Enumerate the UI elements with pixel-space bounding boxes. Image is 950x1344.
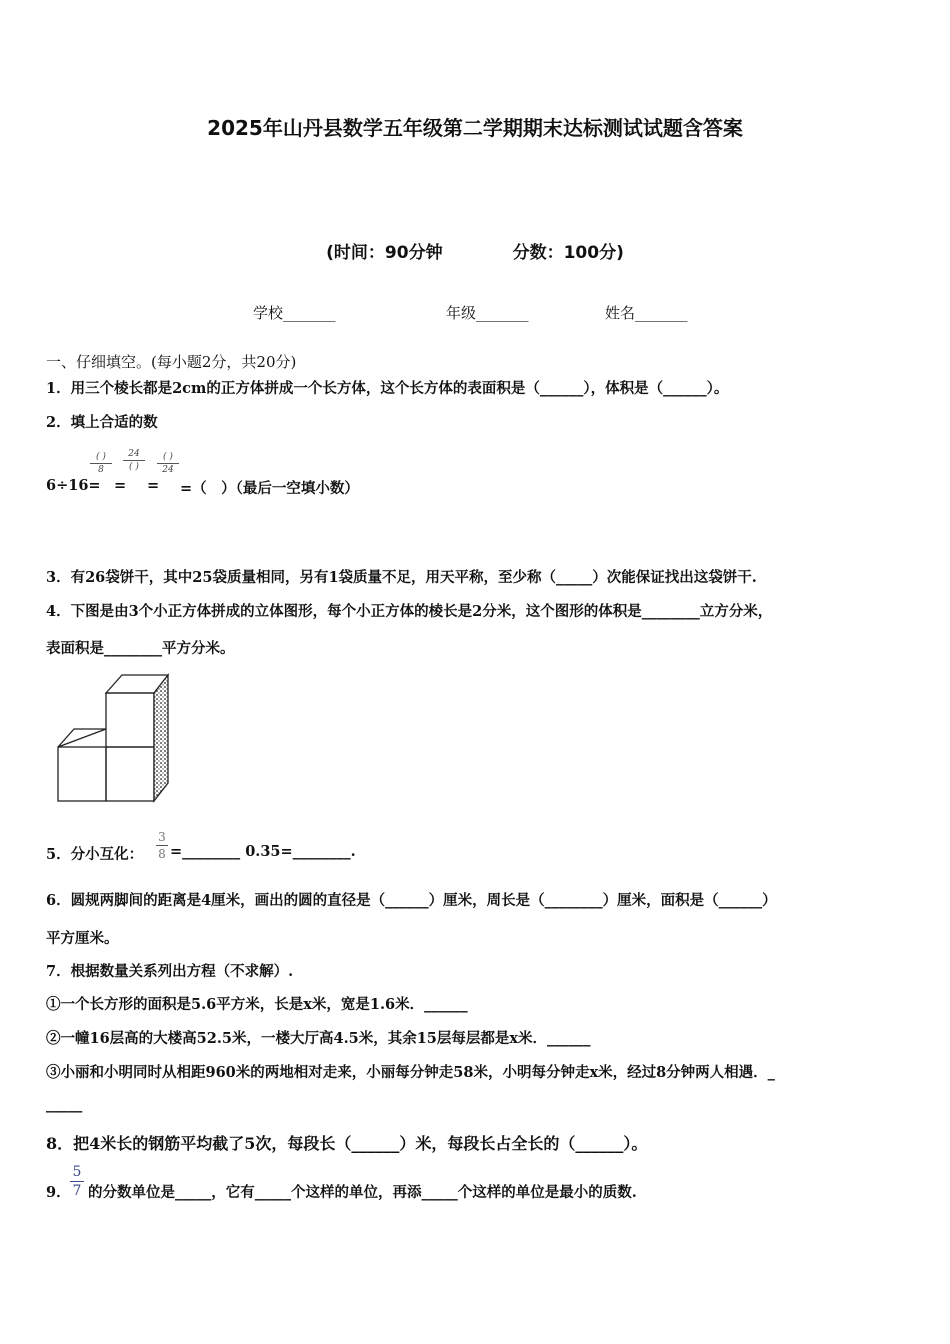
cubes-figure [52, 670, 177, 808]
question-8: 8．把4米长的钢筋平均截了5次，每段长（______）米，每段长占全长的（______）。 [46, 1134, 648, 1153]
question-4-line-1: 4．下图是由3个小正方体拼成的立体图形，每个小正方体的棱长是2分米，这个图形的体积是________立方分米， [46, 603, 773, 620]
q2-f2-den: ( ) [129, 462, 139, 472]
q2-f1-den: 8 [98, 465, 104, 475]
question-7-3-line-2: _____ [46, 1096, 83, 1113]
q5-frac-den: 8 [158, 847, 166, 861]
question-6-line-1: 6．圆规两脚间的距离是4厘米，画出的圆的直径是（______）厘米，周长是（________）厘米，面积是（______） [46, 892, 777, 909]
q2-f3-num: ( ) [163, 452, 173, 462]
question-3: 3．有26袋饼干，其中25袋质量相同，另有1袋质量不足，用天平称，至少称（_____）次能保证找出这袋饼干. [46, 569, 757, 586]
q2-fraction-1 [90, 452, 112, 475]
q2-tail: =（ ）（最后一空填小数） [180, 480, 359, 497]
section-heading: 一、仔细填空。(每小题2分，共20分) [46, 353, 297, 371]
q2-fraction-3 [157, 452, 179, 475]
q5-frac-num: 3 [158, 830, 166, 844]
q2-fraction-2 [123, 449, 145, 472]
q9-fraction [70, 1164, 84, 1199]
question-7-2: ②一幢16层高的大楼高52.5米，一楼大厅高4.5米，其余15层每层都是x米．______ [46, 1030, 591, 1047]
q9-frac-num: 5 [72, 1164, 82, 1180]
question-7-1: ①一个长方形的面积是5.6平方米，长是x米，宽是1.6米．______ [46, 996, 468, 1013]
q2-f2-num: 24 [128, 449, 140, 459]
q2-f3-den: 24 [162, 465, 174, 475]
cube-side-shading [154, 675, 168, 801]
question-5-prefix: 5．分小互化： [46, 846, 144, 863]
question-5-rest: =________ 0.35=________. [170, 843, 356, 860]
q9-frac-den: 7 [72, 1183, 82, 1199]
page-title: 2025年山丹县数学五年级第二学期期末达标测试试题含答案 [207, 116, 743, 140]
question-4-line-2: 表面积是________平方分米。 [46, 640, 235, 657]
exam-time: (时间：90分钟 [326, 243, 443, 263]
question-9-rest: 的分数单位是_____，它有_____个这样的单位，再添_____个这样的单位是最小的质数. [88, 1184, 637, 1201]
exam-score: 分数：100分) [512, 243, 624, 263]
q5-fraction [156, 830, 168, 861]
question-9-prefix: 9． [46, 1184, 71, 1201]
q2-eq1: = [114, 477, 127, 494]
name-field[interactable]: 姓名_______ [605, 304, 688, 322]
grade-field[interactable]: 年级_______ [446, 304, 529, 322]
question-7: 7．根据数量关系列出方程（不求解）. [46, 963, 294, 980]
question-7-3-line-1: ③小丽和小明同时从相距960米的两地相对走来，小丽每分钟走58米，小明每分钟走x米，经过8分钟两人相遇．_ [46, 1064, 775, 1081]
q2-eq2: = [147, 477, 160, 494]
question-2: 2．填上合适的数 [46, 414, 158, 431]
question-6-line-2: 平方厘米。 [46, 930, 119, 947]
q2-f1-num: ( ) [96, 452, 106, 462]
question-1: 1．用三个棱长都是2cm的正方体拼成一个长方体，这个长方体的表面积是（______），体积是（______）。 [46, 380, 729, 397]
exam-info [0, 238, 950, 263]
school-field[interactable]: 学校_______ [253, 304, 336, 322]
q2-lhs: 6÷16= [46, 477, 101, 494]
